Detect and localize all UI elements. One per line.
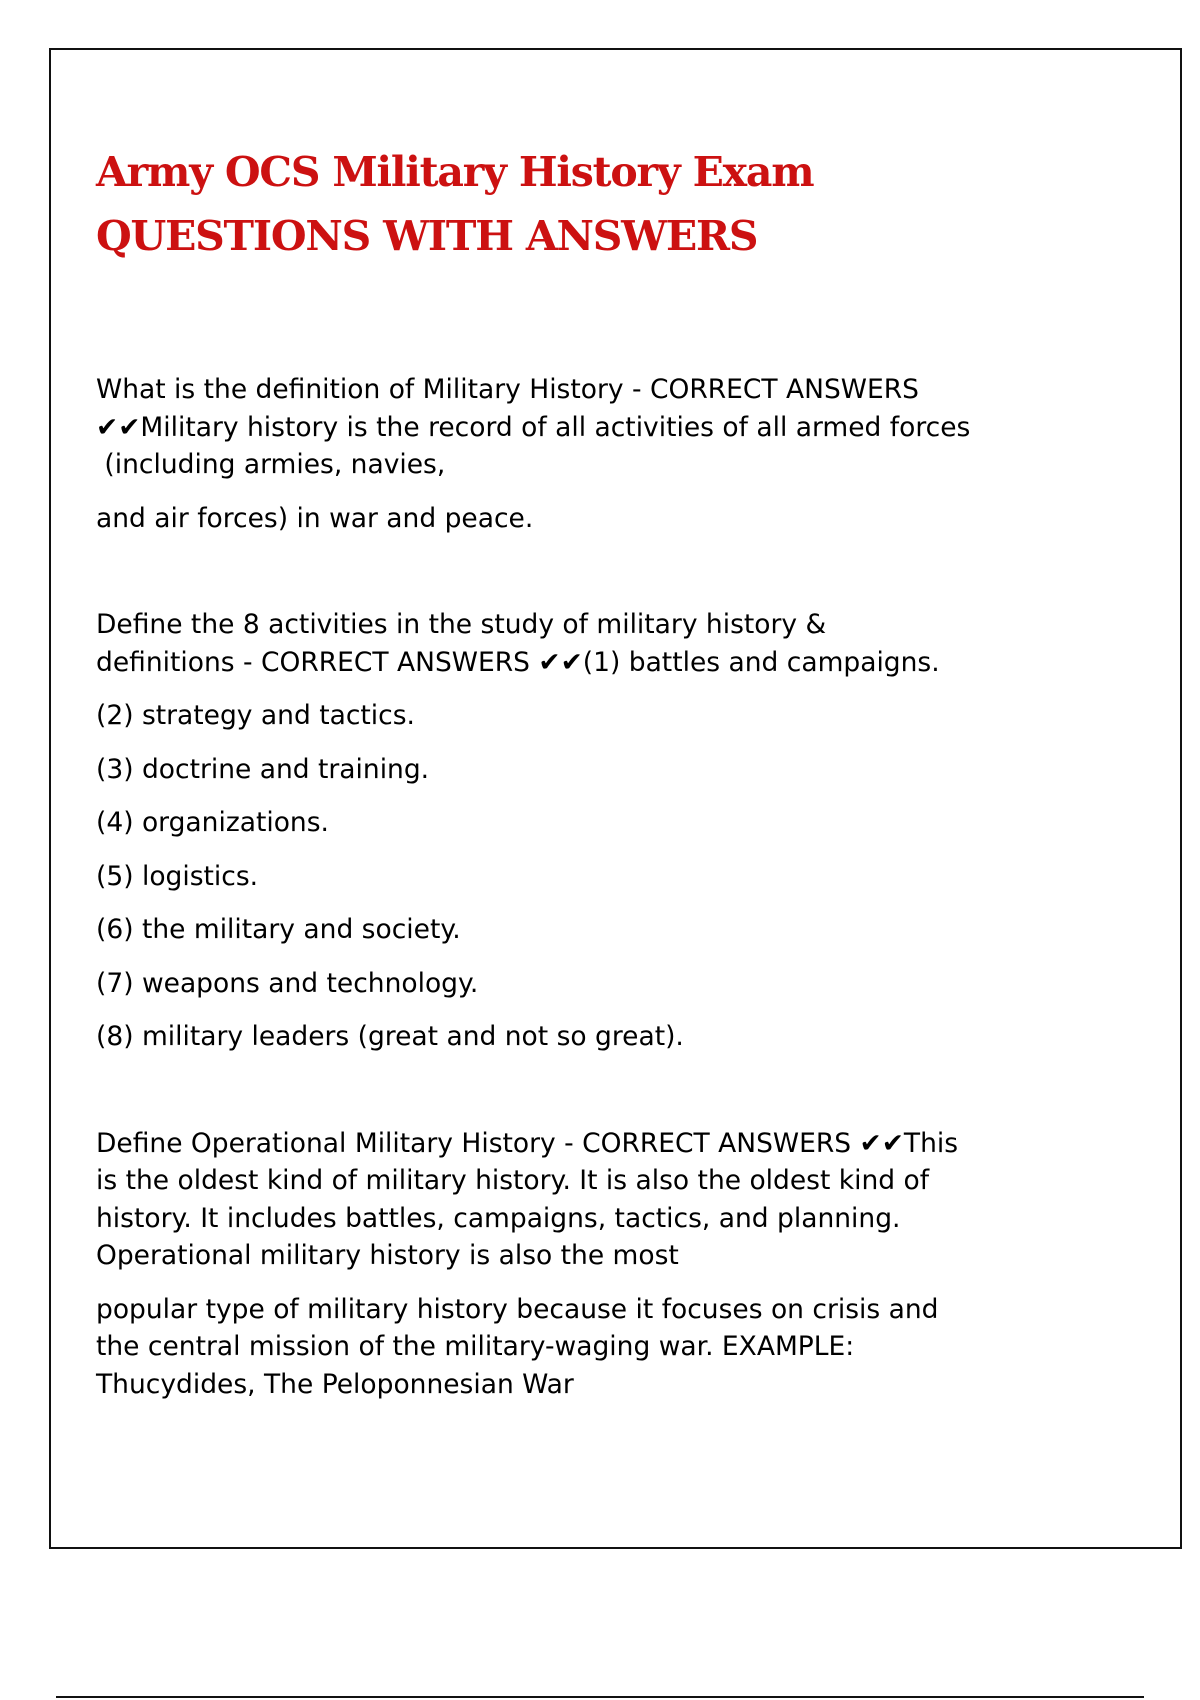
qa-line: is the oldest kind of military history. It is also the oldest kind of <box>96 1165 930 1196</box>
qa-line: definitions - CORRECT ANSWERS ✔✔(1) battles and campaigns. <box>96 646 940 678</box>
qa-line: history. It includes battles, campaigns, tactics, and planning. <box>96 1202 901 1234</box>
qa-line: Define the 8 activities in the study of military history & <box>96 609 827 640</box>
qa-block-operational-military-history <box>96 1125 1096 1404</box>
qa-line: Define Operational Military History - CORRECT ANSWERS ✔✔This <box>96 1127 959 1159</box>
document-title <box>96 140 1096 268</box>
footer-divider <box>56 1696 1144 1698</box>
qa-line: Thucydides, The Peloponnesian War <box>96 1368 574 1400</box>
qa-line: ✔✔Military history is the record of all activities of all armed forces <box>96 411 971 443</box>
document-body <box>96 140 1096 1403</box>
qa-line: popular type of military history because it focuses on crisis and <box>96 1293 939 1325</box>
list-item: (7) weapons and technology. <box>96 967 479 999</box>
qa-line: What is the definition of Military History - CORRECT ANSWERS <box>96 374 919 405</box>
list-item: (5) logistics. <box>96 860 259 892</box>
title-line-1: Army OCS Military History Exam <box>96 148 814 196</box>
list-item: (3) doctrine and training. <box>96 753 430 785</box>
list-item: (4) organizations. <box>96 807 329 838</box>
qa-block-eight-activities <box>96 606 1096 1056</box>
qa-line: Operational military history is also the most <box>96 1240 679 1271</box>
qa-line: and air forces) in war and peace. <box>96 502 534 534</box>
list-item: (8) military leaders (great and not so great). <box>96 1021 684 1052</box>
list-item: (6) the military and society. <box>96 914 461 945</box>
qa-block-military-history-definition <box>96 371 1096 537</box>
qa-line: the central mission of the military-waging war. EXAMPLE: <box>96 1331 855 1362</box>
qa-line: (including armies, navies, <box>96 449 446 480</box>
list-item: (2) strategy and tactics. <box>96 700 415 731</box>
title-line-2: QUESTIONS WITH ANSWERS <box>96 212 758 260</box>
